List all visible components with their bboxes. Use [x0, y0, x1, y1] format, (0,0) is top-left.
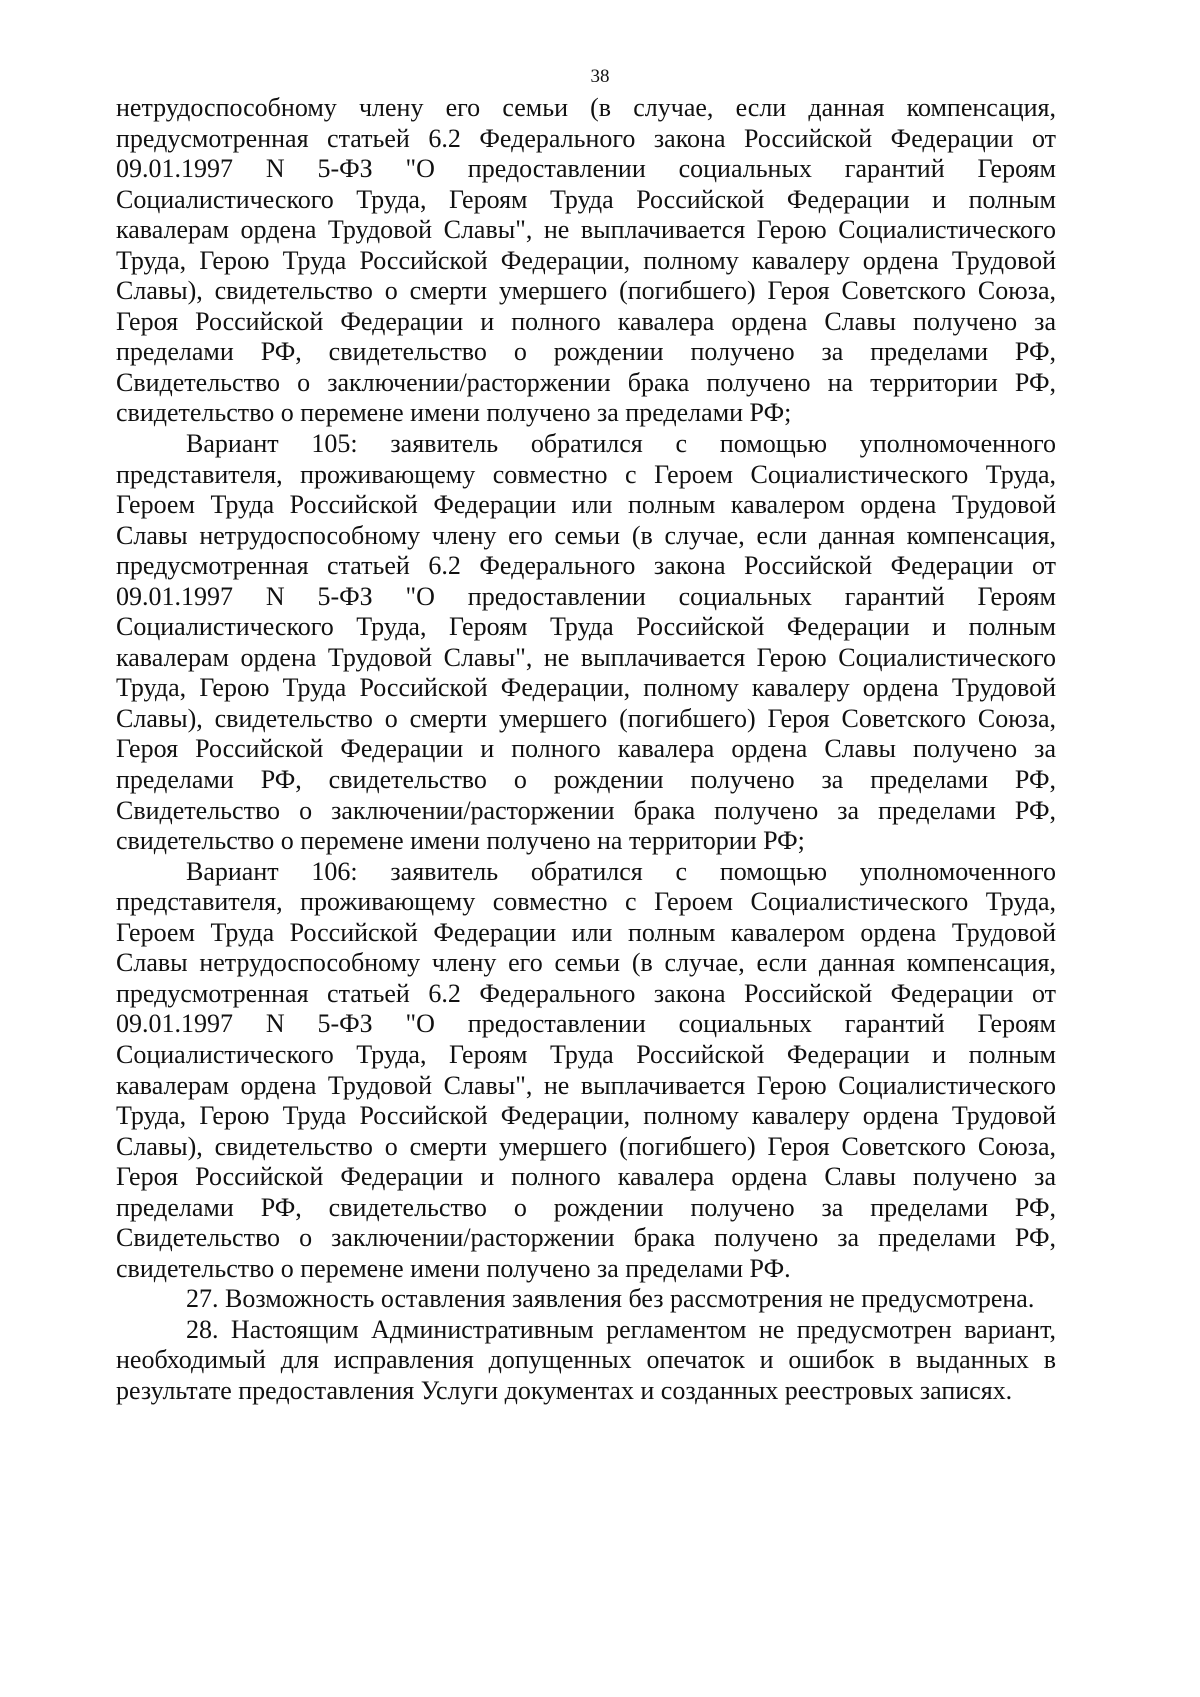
paragraph-variant-105: Вариант 105: заявитель обратился с помощью уполномоченного представителя, проживающему совместно с Героем Социалистического Труда, Героем Труда Российской Федерации или полным кавалером ордена Трудовой Славы нетрудоспособному члену его семьи (в случае, если данная компенсация, предусмотренная статьей 6.2 Федерального закона Российской Федерации от 09.01.1997 N 5-ФЗ "О предоставлении социальных гарантий Героям Социалистического Труда, Героям Труда Российской Федерации и полным кавалерам ордена Трудовой Славы", не выплачивается Герою Социалистического Труда, Герою Труда Российской Федерации, полному кавалеру ордена Трудовой Славы), свидетельство о смерти умершего (погибшего) Героя Советского Союза, Героя Российской Федерации и полного кавалера ордена Славы получено за пределами РФ, свидетельство о рождении получено за пределами РФ, Свидетельство о заключении/расторжении брака получено за пределами РФ, свидетельство о перемене имени получено на территории РФ; [116, 429, 1056, 856]
paragraph-item-28: 28. Настоящим Административным регламентом не предусмотрен вариант, необходимый для исправления допущенных опечаток и ошибок в выданных в результате предоставления Услуги документах и созданных реестровых записях. [116, 1314, 1056, 1405]
paragraph-variant-106: Вариант 106: заявитель обратился с помощью уполномоченного представителя, проживающему совместно с Героем Социалистического Труда, Героем Труда Российской Федерации или полным кавалером ордена Трудовой Славы нетрудоспособному члену его семьи (в случае, если данная компенсация, предусмотренная статьей 6.2 Федерального закона Российской Федерации от 09.01.1997 N 5-ФЗ "О предоставлении социальных гарантий Героям Социалистического Труда, Героям Труда Российской Федерации и полным кавалерам ордена Трудовой Славы", не выплачивается Герою Социалистического Труда, Герою Труда Российской Федерации, полному кавалеру ордена Трудовой Славы), свидетельство о смерти умершего (погибшего) Героя Советского Союза, Героя Российской Федерации и полного кавалера ордена Славы получено за пределами РФ, свидетельство о рождении получено за пределами РФ, Свидетельство о заключении/расторжении брака получено за пределами РФ, свидетельство о перемене имени получено за пределами РФ. [116, 856, 1056, 1283]
paragraph-continuation: нетрудоспособному члену его семьи (в случае, если данная компенсация, предусмотренная статьей 6.2 Федерального закона Российской Федерации от 09.01.1997 N 5-ФЗ "О предоставлении социальных гарантий Героям Социалистического Труда, Героям Труда Российской Федерации и полным кавалерам ордена Трудовой Славы", не выплачивается Герою Социалистического Труда, Герою Труда Российской Федерации, полному кавалеру ордена Трудовой Славы), свидетельство о смерти умершего (погибшего) Героя Советского Союза, Героя Российской Федерации и полного кавалера ордена Славы получено за пределами РФ, свидетельство о рождении получено за пределами РФ, Свидетельство о заключении/расторжении брака получено на территории РФ, свидетельство о перемене имени получено за пределами РФ; [116, 93, 1056, 428]
page-number: 38 [590, 66, 610, 87]
document-body [116, 93, 1056, 1407]
paragraph-item-27: 27. Возможность оставления заявления без рассмотрения не предусмотрена. [186, 1284, 1035, 1314]
